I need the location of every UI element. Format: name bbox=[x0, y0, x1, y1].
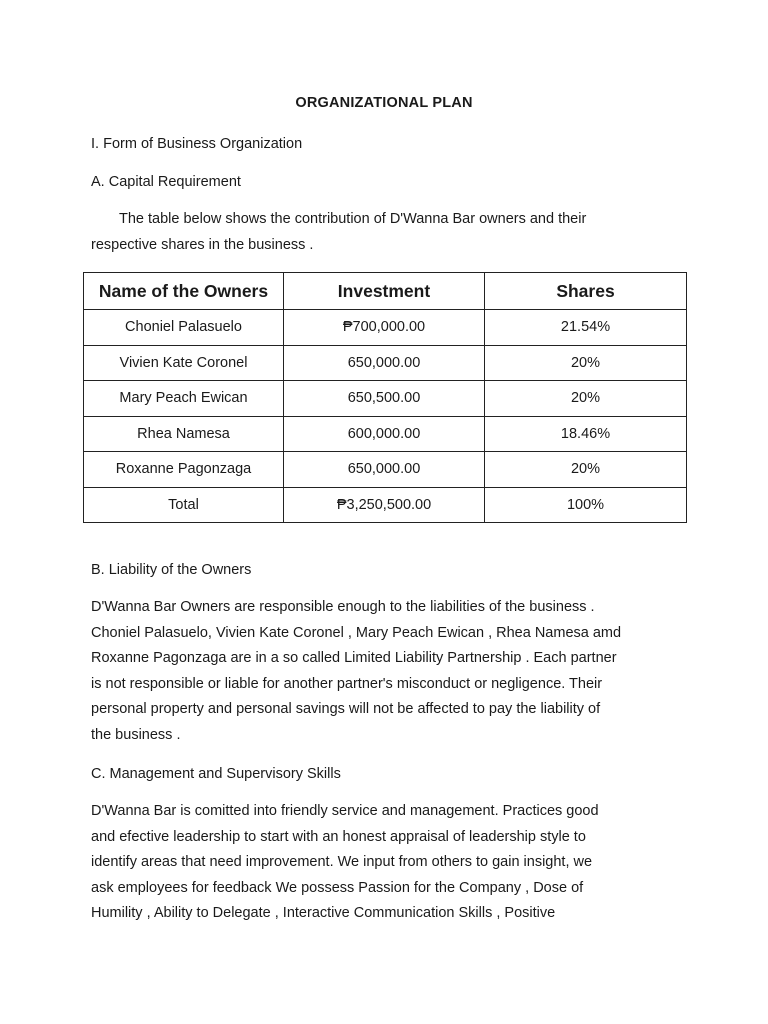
share-cell: 21.54% bbox=[485, 310, 687, 346]
management-line: and efective leadership to start with an honest appraisal of leadership style to bbox=[91, 828, 586, 845]
liability-line: personal property and personal savings will not be affected to pay the liability of bbox=[91, 701, 601, 718]
owner-name-cell: Vivien Kate Coronel bbox=[84, 345, 284, 381]
header-investment: Investment bbox=[284, 273, 485, 310]
liability-line: the business . bbox=[91, 726, 181, 743]
liability-line: D'Wanna Bar Owners are responsible enough to the liabilities of the business . bbox=[91, 599, 595, 615]
management-heading: C. Management and Supervisory Skills bbox=[91, 766, 341, 782]
owner-name-cell: Rhea Namesa bbox=[84, 416, 284, 452]
table-row bbox=[84, 381, 687, 417]
owner-name-cell: Choniel Palasuelo bbox=[84, 310, 284, 346]
liability-line: Roxanne Pagonzaga are in a so called Limited Liability Partnership . Each partner bbox=[91, 650, 617, 667]
investment-cell: ₱700,000.00 bbox=[284, 310, 485, 346]
liability-line: Choniel Palasuelo, Vivien Kate Coronel , Mary Peach Ewican , Rhea Namesa amd bbox=[91, 624, 622, 641]
table-row bbox=[84, 345, 687, 381]
owners-investment-table bbox=[83, 272, 687, 523]
investment-cell: 650,500.00 bbox=[284, 381, 485, 417]
investment-cell: 650,000.00 bbox=[284, 345, 485, 381]
capital-requirement-heading: A. Capital Requirement bbox=[91, 174, 241, 190]
management-paragraph bbox=[91, 799, 681, 927]
share-cell: 20% bbox=[485, 381, 687, 417]
management-line: D'Wanna Bar is comitted into friendly service and management. Practices good bbox=[91, 803, 599, 819]
table-row bbox=[84, 310, 687, 346]
liability-paragraph bbox=[91, 595, 681, 749]
share-cell: 20% bbox=[485, 345, 687, 381]
section-one-heading: I. Form of Business Organization bbox=[91, 136, 303, 152]
share-cell: 20% bbox=[485, 452, 687, 488]
table-header-row bbox=[84, 273, 687, 310]
liability-line: is not responsible or liable for another partner's misconduct or negligence. Their bbox=[91, 675, 603, 692]
investment-cell: 600,000.00 bbox=[284, 416, 485, 452]
total-label-cell: Total bbox=[84, 487, 284, 523]
capital-intro-line: The table below shows the contribution of D'Wanna Bar owners and their bbox=[119, 211, 587, 227]
management-line: identify areas that need improvement. We input from others to gain insight, we bbox=[91, 854, 593, 871]
total-share-cell: 100% bbox=[485, 487, 687, 523]
total-investment-cell: ₱3,250,500.00 bbox=[284, 487, 485, 523]
header-owner-name: Name of the Owners bbox=[84, 273, 284, 310]
management-line: Humility , Ability to Delegate , Interactive Communication Skills , Positive bbox=[91, 905, 556, 922]
management-line: ask employees for feedback We possess Passion for the Company , Dose of bbox=[91, 879, 584, 896]
capital-intro-paragraph bbox=[91, 207, 681, 258]
table-total-row bbox=[84, 487, 687, 523]
liability-heading: B. Liability of the Owners bbox=[91, 562, 252, 578]
table-row bbox=[84, 416, 687, 452]
share-cell: 18.46% bbox=[485, 416, 687, 452]
table-row bbox=[84, 452, 687, 488]
investment-cell: 650,000.00 bbox=[284, 452, 485, 488]
header-shares: Shares bbox=[485, 273, 687, 310]
capital-intro-line: respective shares in the business . bbox=[91, 236, 314, 253]
owner-name-cell: Roxanne Pagonzaga bbox=[84, 452, 284, 488]
page-title: ORGANIZATIONAL PLAN bbox=[295, 95, 473, 111]
owner-name-cell: Mary Peach Ewican bbox=[84, 381, 284, 417]
